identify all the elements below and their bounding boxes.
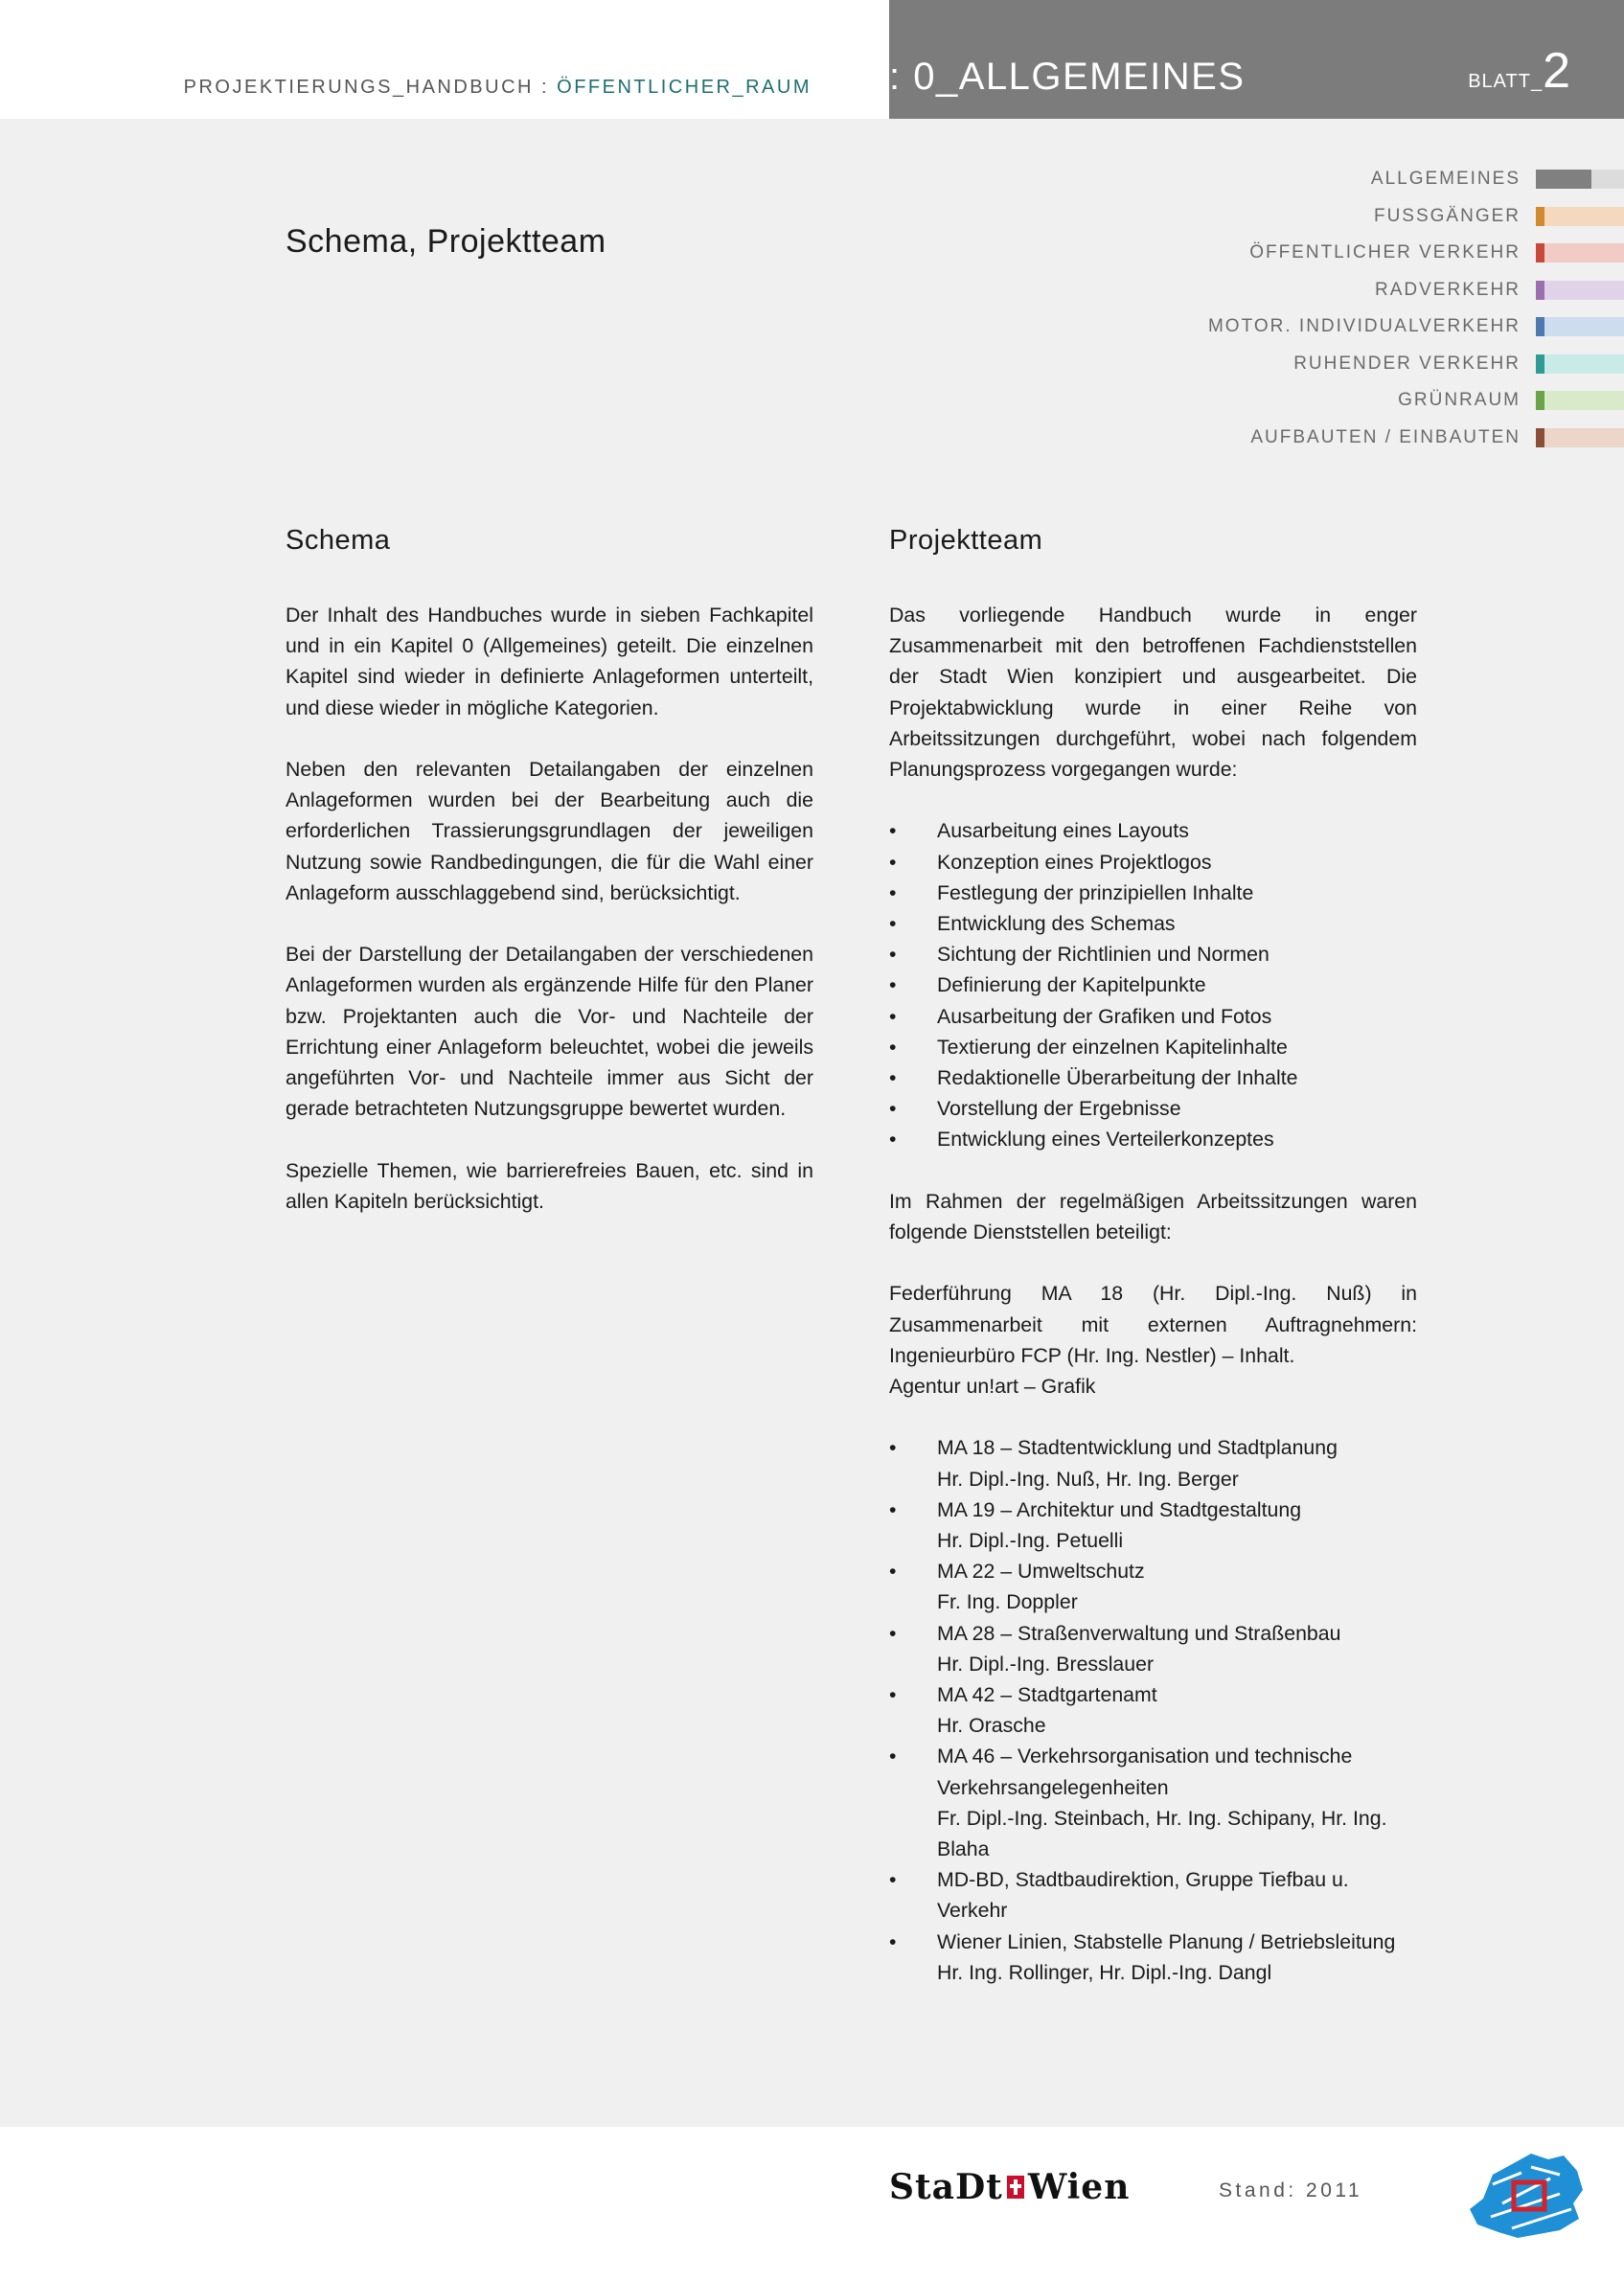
bullet-icon: • [889, 1066, 897, 1090]
breadcrumb-handbook: PROJEKTIERUNGS_HANDBUCH : [183, 77, 558, 98]
breadcrumb-section: ÖFFENTLICHER_RAUM [557, 77, 812, 98]
chapter-color-bar [1536, 354, 1624, 374]
process-item [889, 1001, 1417, 1032]
process-list [889, 815, 1417, 1154]
chapter-color-mark [1536, 170, 1591, 189]
chapter-color-mark [1536, 354, 1544, 374]
schema-paragraph: Bei der Darstellung der Detailangaben der verschiedenen Anlageformen wurden als ergänzende Hilfe für den Planer bzw. Projektanten auch die Vor- und Nachteile der Errichtung einer Anlageform beleuchtet, wobei die jeweils angeführten Vor- und Nachteile immer aus Sicht der gerade betrachteten Nutzungsgruppe bewertet wurden. [286, 943, 813, 1121]
bullet-icon: • [889, 1621, 897, 1645]
bullet-icon: • [889, 943, 897, 967]
department-name: MA 18 – Stadtentwicklung und Stadtplanung [937, 1436, 1338, 1460]
vienna-shield-icon [1007, 2176, 1024, 2199]
chapter-color-tint [1544, 391, 1624, 410]
process-item-text: Redaktionelle Überarbeitung der Inhalte [937, 1066, 1298, 1090]
bullet-icon: • [889, 912, 897, 936]
bullet-icon: • [889, 880, 897, 904]
chapter-color-mark [1536, 243, 1544, 262]
department-name: MA 46 – Verkehrsorganisation und technische Verkehrsangelegenheiten [937, 1745, 1353, 1799]
bullet-icon: • [889, 1128, 897, 1152]
department-contacts: Hr. Dipl.-Ing. Bresslauer [937, 1652, 1155, 1676]
department-item [889, 1556, 1417, 1617]
header-white-band [0, 0, 889, 119]
chapter-color-bar [1536, 428, 1624, 447]
chapter-color-tint [1544, 317, 1624, 336]
schema-paragraph: Neben den relevanten Detailangaben der einzelnen Anlageformen wurden bei der Bearbeitung auch die erforderlichen Trassierungsgrundlagen der jeweiligen Nutzung sowie Randbedingungen, die für die Wahl einer Anlageform ausschlaggebend sind, berücksichtigt. [286, 758, 813, 904]
department-contacts: Fr. Ing. Doppler [937, 1590, 1078, 1614]
process-item-text: Ausarbeitung eines Layouts [937, 819, 1189, 843]
bullet-icon: • [889, 1097, 897, 1121]
chapter-item[interactable] [1183, 272, 1624, 309]
chapter-label: AUFBAUTEN / EINBAUTEN [1250, 426, 1521, 447]
department-contacts: Hr. Dipl.-Ing. Nuß, Hr. Ing. Berger [937, 1467, 1239, 1491]
chapter-color-mark [1536, 391, 1544, 410]
bullet-icon: • [889, 1683, 897, 1707]
map-shape [1470, 2154, 1583, 2238]
department-name: MA 19 – Architektur und Stadtgestaltung [937, 1497, 1302, 1521]
participants-intro: Im Rahmen der regelmäßigen Arbeitssitzungen waren folgende Dienststellen beteiligt: [889, 1189, 1417, 1244]
sheet-number [1468, 43, 1570, 99]
chapter-color-mark [1536, 207, 1544, 226]
logo-text-right: Wien [1027, 2167, 1131, 2207]
chapter-color-bar [1536, 170, 1624, 189]
chapter-color-bar [1536, 243, 1624, 262]
process-item [889, 878, 1417, 908]
department-item [889, 1679, 1417, 1741]
department-contacts: Fr. Dipl.-Ing. Steinbach, Hr. Ing. Schipany, Hr. Ing. Blaha [937, 1806, 1387, 1861]
department-list [889, 1432, 1417, 1988]
process-item [889, 939, 1417, 969]
process-item [889, 1032, 1417, 1062]
stand-date: Stand: 2011 [1219, 2179, 1363, 2201]
bullet-icon: • [889, 1004, 897, 1028]
process-item-text: Konzeption eines Projektlogos [937, 850, 1212, 874]
stadt-wien-logo [889, 2167, 1130, 2207]
chapter-label: RUHENDER VERKEHR [1293, 353, 1521, 374]
projektteam-column [889, 600, 1417, 2019]
chapter-color-tint [1544, 243, 1624, 262]
department-contacts: Hr. Ing. Rollinger, Hr. Dipl.-Ing. Dangl [937, 1960, 1272, 1984]
process-item [889, 1124, 1417, 1154]
department-contacts: Hr. Orasche [937, 1714, 1046, 1738]
chapter-color-bar [1536, 281, 1624, 300]
chapter-color-tint [1544, 354, 1624, 374]
process-item [889, 847, 1417, 878]
chapter-color-mark [1536, 317, 1544, 336]
chapter-color-bar [1536, 391, 1624, 410]
bullet-icon: • [889, 1560, 897, 1584]
chapter-label: ÖFFENTLICHER VERKEHR [1249, 242, 1521, 263]
logo-text-left: StaDt [889, 2167, 1003, 2207]
process-item-text: Textierung der einzelnen Kapitelinhalte [937, 1035, 1288, 1059]
vienna-map-icon [1464, 2146, 1598, 2242]
bullet-icon: • [889, 1868, 897, 1892]
chapter-label: RADVERKEHR [1375, 279, 1521, 300]
process-item-text: Vorstellung der Ergebnisse [937, 1097, 1181, 1121]
chapter-item[interactable] [1183, 420, 1624, 457]
chapter-color-mark [1536, 428, 1544, 447]
chapter-color-bar [1536, 207, 1624, 226]
department-name: MA 42 – Stadtgartenamt [937, 1683, 1157, 1707]
lead-paragraph [889, 1278, 1417, 1402]
chapter-color-tint [1544, 207, 1624, 226]
agency-line: Agentur un!art – Grafik [889, 1375, 1096, 1399]
process-item-text: Festlegung der prinzipiellen Inhalte [937, 880, 1254, 904]
process-item-text: Ausarbeitung der Grafiken und Fotos [937, 1004, 1272, 1028]
breadcrumb [184, 77, 812, 99]
chapter-label: ALLGEMEINES [1370, 169, 1521, 190]
chapter-item[interactable] [1183, 346, 1624, 383]
schema-paragraph: Spezielle Themen, wie barrierefreies Bauen, etc. sind in allen Kapiteln berücksichtigt. [286, 1158, 813, 1213]
bullet-icon: • [889, 819, 897, 843]
chapter-item[interactable] [1183, 382, 1624, 420]
process-item [889, 1062, 1417, 1093]
process-item [889, 1093, 1417, 1124]
process-item-text: Sichtung der Richtlinien und Normen [937, 943, 1269, 967]
chapter-item[interactable] [1183, 308, 1624, 346]
page-title: Schema, Projektteam [286, 223, 606, 260]
department-item [889, 1864, 1417, 1926]
department-name: MA 22 – Umweltschutz [937, 1560, 1145, 1584]
sheet-label: BLATT_ [1468, 71, 1544, 92]
chapter-item[interactable] [1183, 198, 1624, 236]
bullet-icon: • [889, 1035, 897, 1059]
department-name: MD-BD, Stadtbaudirektion, Gruppe Tiefbau u. Verkehr [937, 1868, 1349, 1923]
projektteam-heading: Projektteam [889, 525, 1043, 556]
sheet-number-value: 2 [1543, 43, 1570, 99]
department-item [889, 1927, 1417, 1988]
schema-column [286, 600, 813, 1247]
chapter-index [1183, 161, 1624, 456]
department-item [889, 1432, 1417, 1494]
bullet-icon: • [889, 1745, 897, 1768]
chapter-color-tint [1591, 170, 1624, 189]
process-item-text: Entwicklung eines Verteilerkonzeptes [937, 1128, 1274, 1152]
department-item [889, 1494, 1417, 1556]
department-item [889, 1618, 1417, 1679]
chapter-title: : 0_ALLGEMEINES [889, 56, 1246, 98]
department-contacts: Hr. Dipl.-Ing. Petuelli [937, 1529, 1124, 1553]
chapter-item[interactable] [1183, 161, 1624, 198]
bullet-icon: • [889, 973, 897, 997]
schema-heading: Schema [286, 525, 391, 556]
chapter-label: GRÜNRAUM [1398, 390, 1521, 411]
department-name: Wiener Linien, Stabstelle Planung / Betriebsleitung [937, 1929, 1396, 1953]
bullet-icon: • [889, 1497, 897, 1521]
chapter-label: FUSSGÄNGER [1373, 205, 1521, 226]
chapter-color-tint [1544, 281, 1624, 300]
process-item [889, 969, 1417, 1000]
chapter-color-mark [1536, 281, 1544, 300]
department-item [889, 1741, 1417, 1864]
process-item-text: Entwicklung des Schemas [937, 912, 1176, 936]
process-item [889, 908, 1417, 939]
schema-paragraph: Der Inhalt des Handbuches wurde in sieben Fachkapitel und in ein Kapitel 0 (Allgemeines) geteilt. Die einzelnen Kapitel sind wieder in definierte Anlageformen unterteilt, und diese wieder in mögliche Kategorien. [286, 604, 813, 719]
bullet-icon: • [889, 1929, 897, 1953]
projektteam-intro: Das vorliegende Handbuch wurde in enger Zusammenarbeit mit den betroffenen Fachdienststellen der Stadt Wien konzipiert und ausgearbeitet. Die Projektabwicklung wurde in einer Reihe von Arbeitssitzungen durchgeführt, wobei nach folgendem Planungsprozess vorgegangen wurde: [889, 604, 1417, 782]
process-item [889, 815, 1417, 846]
lead-line: Federführung MA 18 (Hr. Dipl.-Ing. Nuß) in Zusammenarbeit mit externen Auftragnehmern: Ingenieurbüro FCP (Hr. Ing. Nestler) – Inhalt. [889, 1282, 1417, 1367]
bullet-icon: • [889, 850, 897, 874]
process-item-text: Definierung der Kapitelpunkte [937, 973, 1206, 997]
chapter-color-tint [1544, 428, 1624, 447]
bullet-icon: • [889, 1436, 897, 1460]
chapter-label: MOTOR. INDIVIDUALVERKEHR [1207, 316, 1521, 337]
department-name: MA 28 – Straßenverwaltung und Straßenbau [937, 1621, 1341, 1645]
chapter-color-bar [1536, 317, 1624, 336]
chapter-item[interactable] [1183, 235, 1624, 272]
